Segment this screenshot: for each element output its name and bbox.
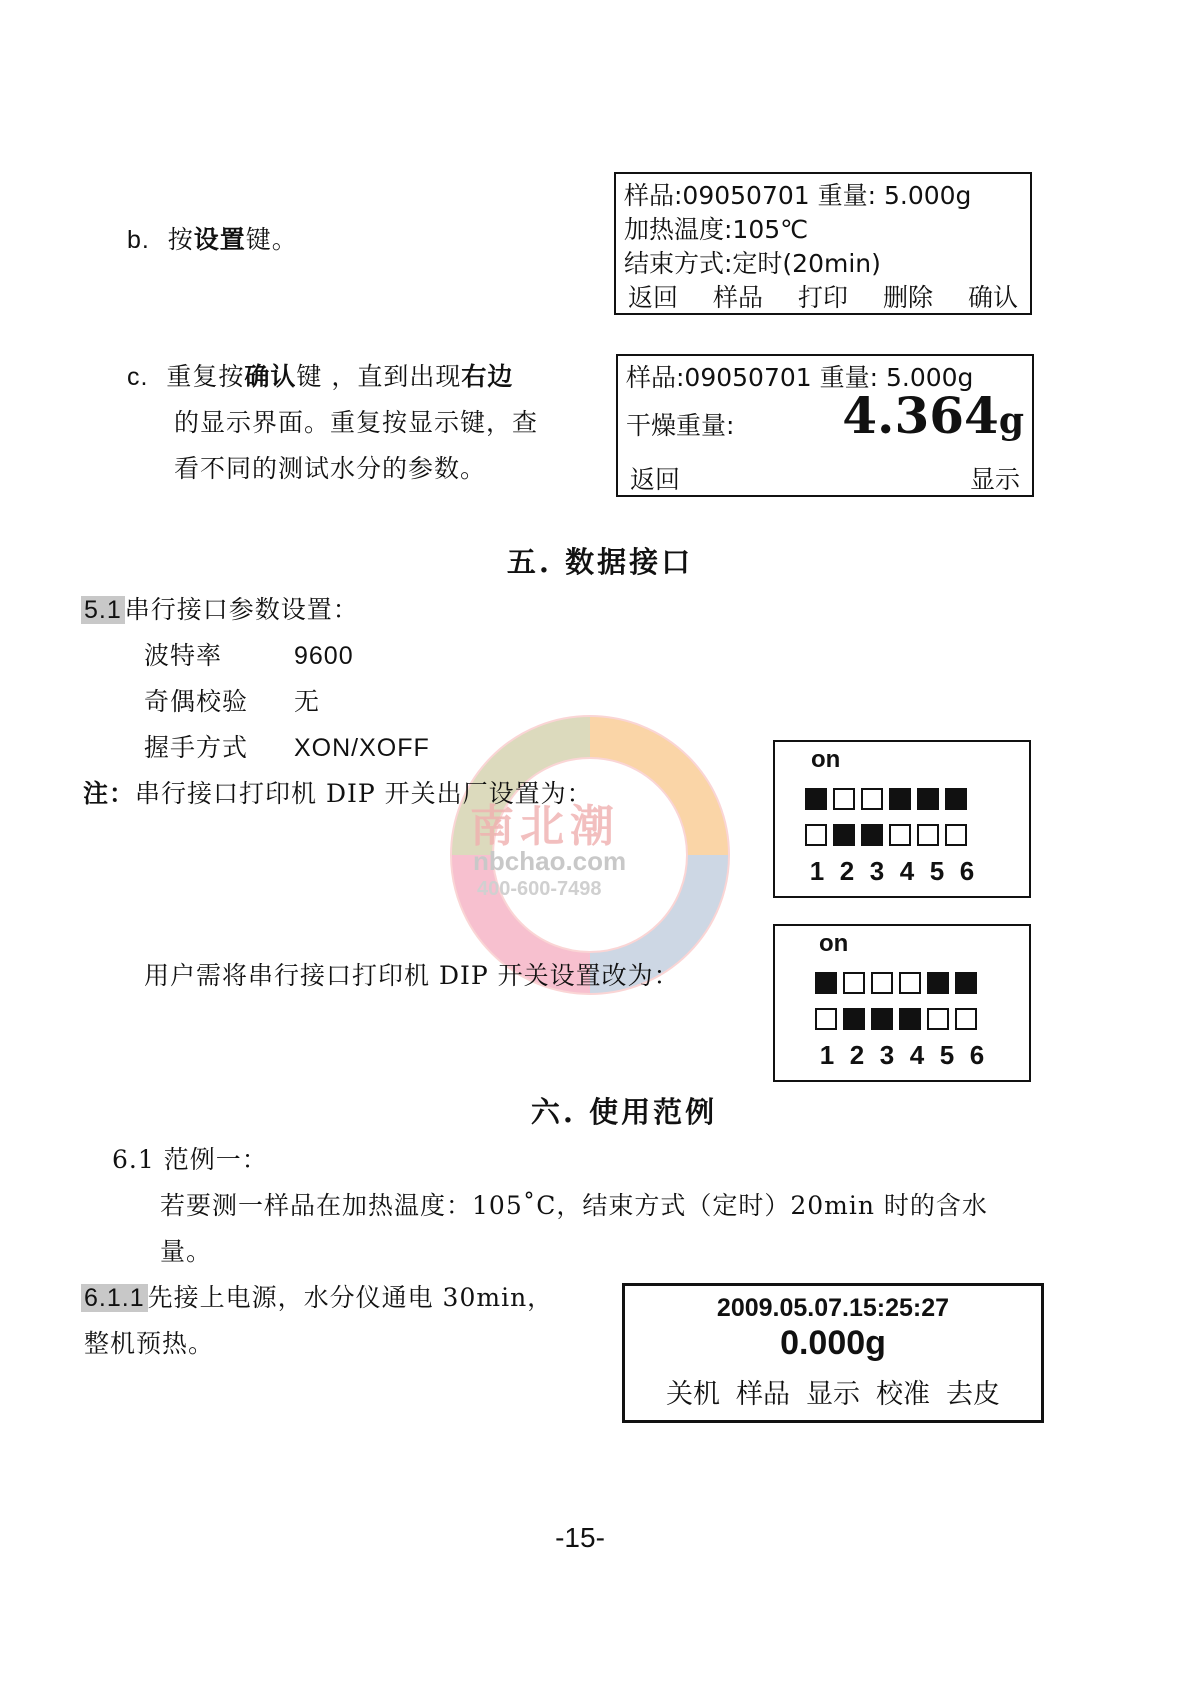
- lcd-result-screen: [616, 354, 1034, 497]
- param-baud-value: 9600: [294, 642, 354, 670]
- section-5-heading: 五. 数据接口: [506, 545, 694, 579]
- lcd-dry-weight-value: 4.364: [842, 386, 999, 445]
- lcd-end-mode-line: 结束方式:定时(20min): [624, 249, 881, 278]
- softkey-return[interactable]: 返回: [628, 283, 679, 312]
- section-c-line2: 的显示界面。重复按显示键，查: [174, 408, 539, 437]
- softkey-return[interactable]: 返回: [630, 465, 681, 494]
- dip-number-1: 1: [809, 856, 825, 886]
- user-dip-note: 用户需将串行接口打印机 DIP 开关设置改为：: [144, 961, 680, 990]
- dip-switch-bottom-4: [899, 1008, 921, 1030]
- section-6-1-1-line1: [81, 1275, 553, 1321]
- lcd-sample-weight-line: 样品:09050701 重量: 5.000g: [624, 181, 972, 210]
- dip-switch-top-6: [955, 972, 977, 994]
- lcd-home-weight: 0.000g: [780, 1324, 886, 1362]
- dip-switch-bottom-3: [861, 824, 883, 846]
- dip-switch-top-3: [871, 972, 893, 994]
- section-6-1-1-text: 先接上电源，水分仪通电 30min，: [147, 1283, 554, 1312]
- softkey-display[interactable]: 显示: [806, 1379, 860, 1410]
- dip-number-2: 2: [849, 1040, 865, 1070]
- lcd-dry-weight-label: 干燥重量:: [626, 411, 735, 440]
- confirm-key-label: 确认: [244, 362, 297, 391]
- section-5-1-text: 串行接口参数设置：: [124, 595, 359, 624]
- section-c-text2: 键 ，直到出现: [296, 362, 462, 391]
- dip-row-top: [815, 972, 977, 994]
- dip-switch-bottom-5: [927, 1008, 949, 1030]
- dip-row-bottom: [815, 1008, 977, 1030]
- watermark-phone: 400-600-7498: [477, 878, 602, 900]
- note-text: 串行接口打印机 DIP 开关出厂设置为：: [135, 779, 593, 808]
- dip-number-3: 3: [879, 1040, 895, 1070]
- settings-key-label: 设置: [193, 225, 246, 254]
- param-handshake-name: 握手方式: [144, 733, 249, 762]
- section-5-1-title: [81, 587, 359, 633]
- dip-on-label: on: [811, 746, 841, 773]
- dip-switch-bottom-6: [945, 824, 967, 846]
- lcd-dry-weight-unit: g: [998, 400, 1024, 442]
- section-6-1-1-number: 6.1.1: [81, 1284, 148, 1312]
- section-5-1-number: 5.1: [81, 596, 125, 624]
- dip-number-6: 6: [969, 1040, 985, 1070]
- lcd-home-screen: [622, 1283, 1044, 1423]
- section-6-1-1-line2: 整机预热。: [84, 1329, 215, 1358]
- lcd-datetime: 2009.05.07.15:25:27: [716, 1294, 950, 1322]
- section-b-prefix: b.: [127, 226, 150, 254]
- softkey-power-off[interactable]: 关机: [666, 1379, 720, 1410]
- right-side-label: 右边: [461, 362, 514, 391]
- dip-numbers: [807, 856, 977, 887]
- lcd-heating-temp-line: 加热温度:105℃: [624, 215, 809, 244]
- dip-numbers: [817, 1040, 987, 1071]
- dip-switch-top-1: [815, 972, 837, 994]
- softkey-sample[interactable]: 样品: [736, 1379, 790, 1410]
- dip-number-4: 4: [909, 1040, 925, 1070]
- dip-switch-top-3: [861, 788, 883, 810]
- dip-switch-bottom-6: [955, 1008, 977, 1030]
- dip-switch-top-2: [843, 972, 865, 994]
- dip-row-bottom: [805, 824, 967, 846]
- dip-number-4: 4: [899, 856, 915, 886]
- section-b-text-post: 键。: [245, 225, 298, 254]
- watermark-domain: nbchao.com: [473, 846, 627, 876]
- section-c-line1: [127, 354, 513, 400]
- dip-switch-bottom-5: [917, 824, 939, 846]
- section-c-line3: 看不同的测试水分的参数。: [174, 454, 487, 483]
- dip-switch-top-4: [889, 788, 911, 810]
- lcd-dry-weight-value-wrap: [626, 386, 1024, 445]
- section-6-1-line1: 若要测一样品在加热温度：105˚C，结束方式（定时）20min 时的含水: [160, 1191, 988, 1220]
- dip-switch-bottom-2: [843, 1008, 865, 1030]
- section-b-text: 按: [167, 225, 194, 254]
- dip-switch-bottom-2: [833, 824, 855, 846]
- dip-switch-top-5: [927, 972, 949, 994]
- softkey-display[interactable]: 显示: [969, 465, 1020, 494]
- param-baud-name: 波特率: [144, 641, 223, 670]
- dip-switch-bottom-3: [871, 1008, 893, 1030]
- softkey-sample[interactable]: 样品: [712, 283, 763, 312]
- dip-number-1: 1: [819, 1040, 835, 1070]
- dip-switch-top-2: [833, 788, 855, 810]
- dip-switch-top-1: [805, 788, 827, 810]
- param-parity-name: 奇偶校验: [144, 687, 249, 716]
- dip-switch-bottom-1: [805, 824, 827, 846]
- softkey-tare[interactable]: 去皮: [946, 1379, 1000, 1410]
- dip-number-5: 5: [939, 1040, 955, 1070]
- note-label: 注：: [83, 779, 136, 808]
- dip-switch-user: [773, 924, 1031, 1082]
- dip-switch-top-6: [945, 788, 967, 810]
- dip-number-6: 6: [959, 856, 975, 886]
- dip-number-2: 2: [839, 856, 855, 886]
- dip-switch-top-4: [899, 972, 921, 994]
- dip-on-label: on: [819, 930, 849, 957]
- dip-number-5: 5: [929, 856, 945, 886]
- dip-row-top: [805, 788, 967, 810]
- lcd-settings-screen: [614, 172, 1032, 315]
- lcd-result-softkeys: [626, 460, 1024, 496]
- section-b: [127, 217, 298, 263]
- page-number: -15-: [555, 1522, 605, 1553]
- section-6-heading: 六. 使用范例: [530, 1095, 718, 1129]
- lcd-result-sample-line: 样品:09050701 重量: 5.000g: [626, 363, 974, 392]
- dip-switch-top-5: [917, 788, 939, 810]
- watermark-brand: 南北潮: [470, 801, 620, 852]
- dip-switch-bottom-4: [889, 824, 911, 846]
- lcd-home-softkeys: [633, 1372, 1033, 1411]
- param-handshake-value: XON/XOFF: [294, 734, 430, 762]
- dip-switch-factory: [773, 740, 1031, 898]
- softkey-calibrate[interactable]: 校准: [876, 1379, 930, 1410]
- dip-number-3: 3: [869, 856, 885, 886]
- dip-switch-bottom-1: [815, 1008, 837, 1030]
- softkey-print[interactable]: 打印: [797, 283, 848, 312]
- section-c-text1: 重复按: [166, 362, 245, 391]
- section-6-1-title: 6.1 范例一：: [112, 1145, 268, 1174]
- factory-dip-note: [83, 771, 593, 817]
- softkey-confirm[interactable]: 确认: [967, 283, 1018, 312]
- lcd-softkeys: [624, 278, 1022, 314]
- section-6-1-line2: 量。: [160, 1237, 213, 1266]
- param-parity-value: 无: [294, 687, 321, 716]
- section-c-prefix: c.: [127, 363, 149, 391]
- softkey-delete[interactable]: 删除: [882, 283, 933, 312]
